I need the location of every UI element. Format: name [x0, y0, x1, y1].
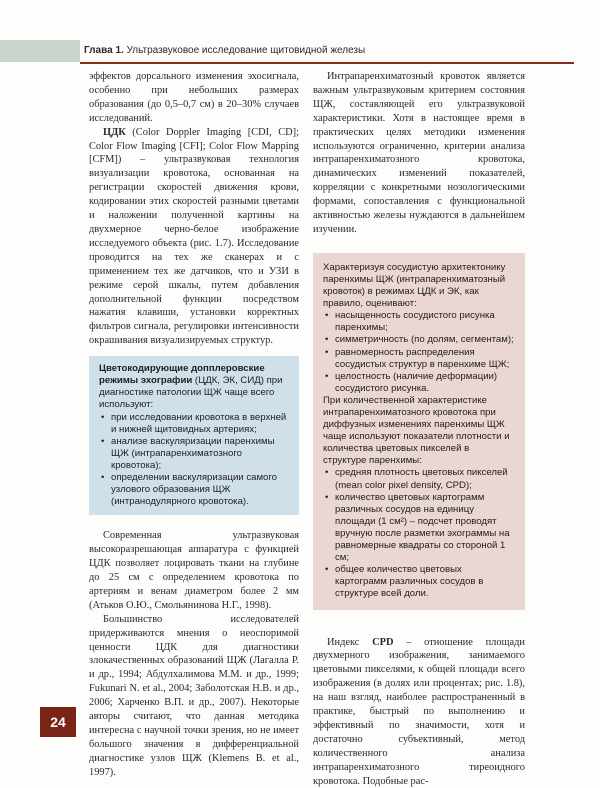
pink-box-middle: При количественной характеристике интрапаренхиматозного кровотока при диффузных изменениях паренхимы ЩЖ чаще используют показатели плотности и количества цветовых пикселей в структуре паренхимы: — [323, 395, 515, 468]
term-cpd: CPD — [372, 637, 393, 648]
list-item: • общее количество цветовых картограмм различных сосудов в структуре всей доли. — [323, 564, 515, 600]
right-paragraph-2-text: – отношение площади двухмерного изображения, занимаемого цветовыми пикселями, к общей площади всего изображения (в долях или процентах; рис. 1.8), на наш взгляд, наиболее распространенный в практике, быстрый по выполнению и эффективный по значимости, хотя и достаточно субъективный, метод количественного анализа интрапаренхиматозного тиреоидного кровотока. Подобные рас- — [313, 637, 525, 787]
chapter-number: Глава 1. — [84, 45, 124, 56]
right-paragraph-1: Интрапаренхиматозный кровоток является важным ультразвуковым критерием состояния ЩЖ, составляющей его ультразвуковой характеристики. Хотя в настоящее время в практических целях методики изменения используются ограниченно, критерии анализа интрапаренхиматозного кровотока, динамических изменений показателей, корреляции с конкретными нозологическими формами, сопоставления с функциональной активностью железы нуждаются в дальнейшем изучении. — [313, 70, 525, 237]
list-item: • анализе васкуляризации паренхимы ЩЖ (интрапаренхиматозного кровотока); — [99, 436, 289, 472]
vascular-architecture-box — [313, 253, 525, 610]
pink-box-list-1 — [323, 310, 515, 395]
list-item: • средняя плотность цветовых пикселей (mean color pixel density, CPD); — [323, 467, 515, 491]
list-item: • насыщенность сосудистого рисунка паренхимы; — [323, 310, 515, 334]
header-rule — [80, 62, 574, 64]
list-item: • симметричность (по долям, сегментам); — [323, 334, 515, 346]
list-item: • количество цветовых картограмм различных сосудов на единицу площади (1 см²) – подсчет проводят вручную после разметки эхограммы на равномерные квадраты со стороной 1 см; — [323, 492, 515, 565]
doppler-box-intro — [99, 363, 289, 411]
pink-box-list-2 — [323, 467, 515, 600]
left-paragraph-1: эффектов дорсального изменения эхосигнала, особенно при небольших размерах образования (до 0,5–0,7 см) в 20–30% случаев исследований. — [89, 70, 299, 126]
doppler-box-title: Цветокодирующие допплеровские режимы эхографии — [99, 363, 265, 386]
left-paragraph-2 — [89, 126, 299, 349]
header-label — [84, 45, 365, 56]
page-number: 24 — [40, 707, 76, 737]
left-paragraph-2-text: (Color Doppler Imaging [CDI, CD]; Color Flow Imaging [CFI]; Color Flow Mapping [CFM]) – ультразвуковая технология визуализации кровотока, основанная на регистрации скоростей движения крови, кодировании этих скоростей разными цветами и наложении полученной картины на двухмерное черно-белое изображение исследуемого объекта (рис. 1.7). Исследование проводится на тех же сканерах и с применением тех же датчиков, что и УЗИ в режиме серой шкалы, путем добавления дополнительной функции посредством нажатия клавиши, установки корректных фильтров сигнала, регулировки интенсивности окрашивания визуализируемых структур. — [89, 127, 299, 347]
right-column — [313, 70, 525, 788]
doppler-box-intro-text: (ЦДК, ЭК, СИД) при диагностике патологии ЩЖ чаще всего используют: — [99, 375, 283, 410]
left-column — [89, 70, 299, 780]
doppler-box-list — [99, 412, 289, 509]
doppler-modes-box — [89, 356, 299, 515]
left-paragraph-3: Современная ультразвуковая высокоразрешающая аппаратура с функцией ЦДК позволяет лоцировать ткани на глубине до 25 см с определением кровотока по артериям и венам диаметром более 2 мм (Атьков О.Ю., Смольянинова Н.Г., 1998). — [89, 529, 299, 612]
left-paragraph-4: Большинство исследователей придерживаются мнения о неоспоримой ценности ЦДК для диагностики злокачественных образований ЩЖ (Лагалла Р. и др., 1994; Абдулхалимова М.М. и др., 1999; Fukunari N. et al., 2004; Заболотская Н.В. и др., 2006; Харченко В.П. и др., 2007). Некоторые авторы считают, что данная методика интересна с научной точки зрения, но не имеет большого значения в дифференциальной диагностике узлов ЩЖ (Klemens B. et al., 1997). — [89, 613, 299, 780]
header-color-bar — [0, 40, 80, 62]
term-cdk: ЦДК — [103, 127, 126, 138]
list-item: • целостность (наличие деформации) сосудистого рисунка. — [323, 371, 515, 395]
list-item: • определении васкуляризации самого узлового образования ЩЖ (интранодулярного кровотока). — [99, 472, 289, 508]
list-item: • при исследовании кровотока в верхней и нижней щитовидных артериях; — [99, 412, 289, 436]
list-item: • равномерность распределения сосудистых структур в паренхиме ЩЖ; — [323, 347, 515, 371]
right-paragraph-2-prefix: Индекс — [327, 637, 372, 648]
running-header — [0, 40, 600, 62]
pink-box-intro: Характеризуя сосудистую архитектонику паренхимы ЩЖ (интрапаренхиматозный кровоток) в режимах ЦДК и ЭК, как правило, оценивают: — [323, 262, 515, 310]
right-paragraph-2 — [313, 636, 525, 788]
chapter-title: Ультразвуковое исследование щитовидной железы — [127, 45, 366, 56]
